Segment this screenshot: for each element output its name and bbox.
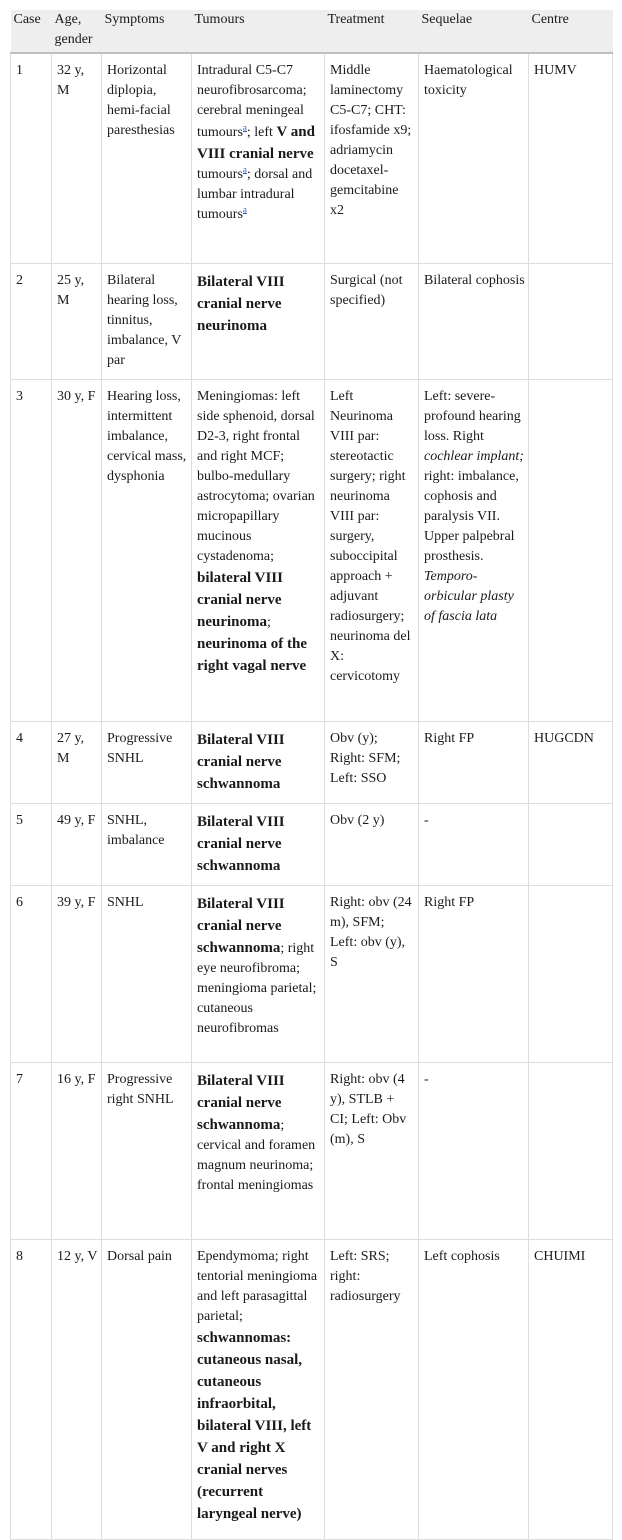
text-segment: tumours: [197, 167, 243, 182]
col-header-sequelae: Sequelae: [419, 10, 529, 53]
footnote-mark[interactable]: a: [242, 164, 247, 175]
cell-case: 4: [11, 722, 52, 804]
cell-sequelae: [419, 53, 529, 264]
cell-treatment: Left: SRS; right: radiosurgery: [325, 1240, 419, 1540]
text-segment: right: imbalance, cophosis and paralysis VII. Upper palpebral prosthesis.: [424, 469, 519, 564]
text-segment: Bilateral VIII cranial nerve schwannoma: [197, 896, 285, 956]
text-segment: -: [424, 813, 429, 828]
table-row: [11, 722, 613, 804]
cell-treatment: Obv (y); Right: SFM; Left: SSO: [325, 722, 419, 804]
col-header-centre: Centre: [529, 10, 613, 53]
text-segment: -: [424, 1072, 429, 1087]
cell-age-gender: 32 y, M: [52, 53, 102, 264]
text-segment: Temporo-orbicular plasty of fascia lata: [424, 569, 514, 624]
text-segment: Intradural C5-C7 neurofibrosarcoma; cerebral meningeal tumours: [197, 63, 307, 140]
cell-tumours: [192, 1063, 325, 1240]
table-row: [11, 1063, 613, 1240]
cell-sequelae: [419, 886, 529, 1063]
cell-tumours: [192, 264, 325, 380]
cell-centre: HUGCDN: [529, 722, 613, 804]
text-segment: ; right eye neurofibroma; meningioma parietal; cutaneous neurofibromas: [197, 941, 317, 1036]
cell-case: 3: [11, 380, 52, 722]
text-segment: ; dorsal and lumbar intradural tumours: [197, 167, 313, 222]
cell-sequelae: [419, 1063, 529, 1240]
cell-centre: HUMV: [529, 53, 613, 264]
text-segment: schwannomas: cutaneous nasal, cutaneous infraorbital, bilateral VIII, left V and right X cranial nerves (recurrent laryngeal nerve): [197, 1330, 312, 1522]
table-row: [11, 53, 613, 264]
cell-treatment: Surgical (not specified): [325, 264, 419, 380]
table-row: [11, 264, 613, 380]
table-row: [11, 1240, 613, 1540]
cell-treatment: Right: obv (4 y), STLB + CI; Left: Obv (m), S: [325, 1063, 419, 1240]
cell-case: 1: [11, 53, 52, 264]
cell-tumours: [192, 1240, 325, 1540]
table-row: [11, 804, 613, 886]
cell-tumours: [192, 722, 325, 804]
footnote-mark[interactable]: a: [242, 122, 247, 133]
text-segment: Bilateral cophosis: [424, 273, 525, 288]
header-row: [11, 10, 613, 53]
footnote-mark[interactable]: a: [242, 204, 247, 215]
col-header-case: Case: [11, 10, 52, 53]
cell-tumours: [192, 53, 325, 264]
text-segment: Bilateral VIII cranial nerve schwannoma: [197, 732, 285, 792]
text-segment: Bilateral VIII cranial nerve neurinoma: [197, 274, 285, 334]
cases-table: [10, 10, 613, 1540]
cell-treatment: Right: obv (24 m), SFM; Left: obv (y), S: [325, 886, 419, 1063]
cell-case: 8: [11, 1240, 52, 1540]
table-body: [11, 53, 613, 1540]
cell-tumours: [192, 380, 325, 722]
cell-case: 7: [11, 1063, 52, 1240]
cell-age-gender: 16 y, F: [52, 1063, 102, 1240]
cell-symptoms: SNHL, imbalance: [102, 804, 192, 886]
text-segment: bilateral VIII cranial nerve neurinoma: [197, 570, 283, 630]
cell-age-gender: 30 y, F: [52, 380, 102, 722]
text-segment: V and VIII cranial nerve: [197, 124, 315, 162]
table-row: [11, 886, 613, 1063]
cell-case: 2: [11, 264, 52, 380]
cell-centre: [529, 264, 613, 380]
col-header-tumours: Tumours: [192, 10, 325, 53]
text-segment: Bilateral VIII cranial nerve schwannoma: [197, 814, 285, 874]
text-segment: Left cophosis: [424, 1249, 500, 1264]
col-header-treatment: Treatment: [325, 10, 419, 53]
cell-symptoms: Bilateral hearing loss, tinnitus, imbalance, V par: [102, 264, 192, 380]
cell-sequelae: [419, 804, 529, 886]
cell-centre: [529, 886, 613, 1063]
text-segment: ; left: [246, 125, 277, 140]
cell-case: 5: [11, 804, 52, 886]
text-segment: Ependymoma; right tentorial meningioma and left parasagittal parietal;: [197, 1249, 318, 1324]
cell-age-gender: 49 y, F: [52, 804, 102, 886]
cell-centre: [529, 380, 613, 722]
text-segment: neurinoma of the right vagal nerve: [197, 636, 307, 674]
cell-age-gender: 39 y, F: [52, 886, 102, 1063]
cell-symptoms: Dorsal pain: [102, 1240, 192, 1540]
cell-treatment: Left Neurinoma VIII par: stereotactic surgery; right neurinoma VIII par: surgery, suboccipital approach + adjuvant radiosurgery; neurinoma del X: cervicotomy: [325, 380, 419, 722]
text-segment: Right FP: [424, 895, 475, 910]
cell-symptoms: Progressive right SNHL: [102, 1063, 192, 1240]
cell-tumours: [192, 804, 325, 886]
col-header-age-gender: Age, gender: [52, 10, 102, 53]
text-segment: ;: [267, 615, 271, 630]
cell-tumours: [192, 886, 325, 1063]
cell-sequelae: [419, 1240, 529, 1540]
col-header-symptoms: Symptoms: [102, 10, 192, 53]
cell-symptoms: SNHL: [102, 886, 192, 1063]
text-segment: Right FP: [424, 731, 475, 746]
cell-centre: CHUIMI: [529, 1240, 613, 1540]
cell-centre: [529, 804, 613, 886]
text-segment: Left: severe-profound hearing loss. Right: [424, 389, 521, 444]
cell-age-gender: 12 y, V: [52, 1240, 102, 1540]
cell-symptoms: Horizontal diplopia, hemi-facial paresthesias: [102, 53, 192, 264]
text-segment: ; cervical and foramen magnum neurinoma; frontal meningiomas: [197, 1118, 316, 1193]
cell-centre: [529, 1063, 613, 1240]
cell-sequelae: [419, 380, 529, 722]
cell-case: 6: [11, 886, 52, 1063]
cell-treatment: Obv (2 y): [325, 804, 419, 886]
cell-age-gender: 25 y, M: [52, 264, 102, 380]
text-segment: Haematological toxicity: [424, 63, 513, 98]
cell-symptoms: Progressive SNHL: [102, 722, 192, 804]
text-segment: Bilateral VIII cranial nerve schwannoma: [197, 1073, 285, 1133]
text-segment: cochlear implant;: [424, 449, 524, 464]
cell-sequelae: [419, 264, 529, 380]
cell-symptoms: Hearing loss, intermittent imbalance, cervical mass, dysphonia: [102, 380, 192, 722]
cell-age-gender: 27 y, M: [52, 722, 102, 804]
text-segment: Meningiomas: left side sphenoid, dorsal D2-3, right frontal and right MCF; bulbo-medullary astrocytoma; ovarian micropapillary mucinous cystadenoma;: [197, 389, 315, 564]
cell-sequelae: [419, 722, 529, 804]
cell-treatment: Middle laminectomy C5-C7; CHT: ifosfamide x9; adriamycin docetaxel-gemcitabine x2: [325, 53, 419, 264]
table-row: [11, 380, 613, 722]
